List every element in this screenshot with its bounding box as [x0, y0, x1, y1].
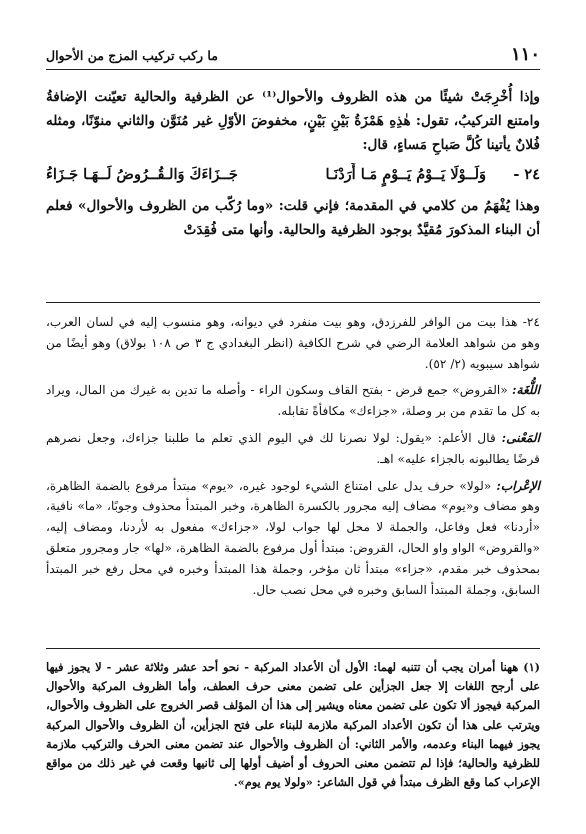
- body-paragraph-2: وهذا يُفْهَمُ من كلامي في المقدمة؛ فإني قلت: «وما رُكّب من الظروف والأحوال» فعلم أن البناء المذكورَ مُقيَّدٌ بوجود الظرفية والحالية. وأنها متى فُقِدَتْ: [46, 198, 540, 239]
- notes-rule: [46, 302, 540, 303]
- body-paragraph-1: وإذا أُخْرِجَتْ شيئًا من هذه الظروف والأحوال⁽¹⁾ عن الظرفية والحالية تعيّنت الإضافةُ وامتنع التركيبُ، تقول: هٰذِهِ هَمْزَةُ بَيْنِ بَيْنٍ، مخفوضَ الأوّلِ غير مُنَوَّن والثاني منوّنًا، ومثله فُلانٌ يأتينا كُلَّ صَباحِ مَساءٍ، قال:: [46, 89, 540, 153]
- note-meaning-lead: المَعْنى:: [501, 430, 540, 445]
- running-title: ما ركب تركيب المزج من الأحوال: [46, 48, 218, 63]
- note-language-lead: اللُّغَة:: [511, 383, 541, 398]
- note-parsing: [46, 476, 540, 601]
- note-parsing-text: «لولا» حرف يدل على امتناع الشيء لوجود غيره، «يوم» مبتدأ مرفوع بالضمة الظاهرة، وهو مضاف و«يوم» مضاف إليه مجرور بالكسرة الظاهرة، وخبر المبتدأ محذوف وجوبًا، «ما» نافية، «أردنا» فعل وفاعل، والجملة لا محل لها جواب لولا، «جزاءك» مفعول به لأردنا، ومضاف إليه، «والقروض» الواو واو الحال، القروض: مبتدأ أول مرفوع بالضمة الظاهرة، «لها» جار ومجرور متعلق بمحذوف خبر مقدم، «جزاء» مبتدأ ثان مؤخر، وجملة هذا المبتدأ وخبره في محل رفع خبر المبتدأ السابق، وجملة المبتدأ السابق وخبره في محل نصب حال.: [46, 478, 540, 597]
- verse-hemistich-2: جَــزَاءَكَ وَالـقُــرُوضُ لَــهَـا جَـزَاءُ: [46, 166, 238, 184]
- note-meaning: [46, 428, 540, 470]
- page-number: ١١٠: [510, 44, 540, 65]
- verse-notes: [46, 312, 540, 606]
- verse-hemistich-1: وَلَــوْلَا يَــوْمُ يَــوْمٍ مَـا أَرَدْنَـا: [325, 166, 486, 184]
- footnote-rule: [46, 648, 540, 649]
- verse-number: ٢٤ -: [513, 166, 540, 184]
- note-parsing-lead: الإعْراب:: [496, 478, 541, 493]
- footnote: [46, 658, 540, 792]
- verse-line: [46, 163, 540, 189]
- footnote-text: (١) ههنا أمران يجب أن تتنبه لهما: الأول أن الأعداد المركبة - نحو أحد عشر وثلاثة عشر - لا يجوز فيها على أرجح اللغات إلا جعل الجزأين على تضمن معنى حرف العطف، وأما الظروف المركبة والأحوال المركبة فيجوز ألا تكون على تضمن معناه ويشير إلى هذا أن المؤلف قصر الخروج على الظروف والأحوال، ويترتب على هذا أن تكون الأعداد المركبة ملازمة للبناء على فتح الجزأين، أن الظروف والأحوال المركبة يجوز فيهما البناء وعدمه، والأمر الثاني: أن الظروف والأحوال عند تضمن معنى الحرف والتركيب ملازمة للظرفية والحالية؛ فإذا لم تتضمن معنى الحروف أو أضيف أولها إلى ثانيها وقعت في غير ذلك من مواقع الإعراب كما وقع الظرف مبتدأ في قول الشاعر: «ولولا يوم يوم».: [46, 660, 540, 790]
- note-language: [46, 380, 540, 422]
- note-meaning-text: قال الأعلم: «يقول: لولا نصرنا لك في اليوم الذي تعلم ما طلبنا جزاءك، وجعل نصرهم قرضًا يطالبونه بالجزاء عليه» اهـ.: [46, 430, 540, 466]
- note-language-text: «القروض» جمع قرض - بفتح القاف وسكون الراء - وأصله ما تدين به غيرك من المال، ويراد به كل ما تقدم من بر وصلة، «جزاءك» مكافأةً تقابله.: [46, 383, 540, 419]
- main-text: [46, 86, 540, 243]
- note-source: ٢٤- هذا بيت من الوافر للفرزدق، وهو بيت منفرد في ديوانه، وهو منسوب إليه في لسان العرب، وهو من شواهد العلامة الرضي في شرح الكافية (انظر البغدادي ج ٣ ص ١٠٨ بولاق) وهو أيضًا من شواهد سيبويه (٢/ ٥٢).: [46, 315, 540, 371]
- page-header: [46, 44, 540, 68]
- header-rule: [46, 69, 540, 70]
